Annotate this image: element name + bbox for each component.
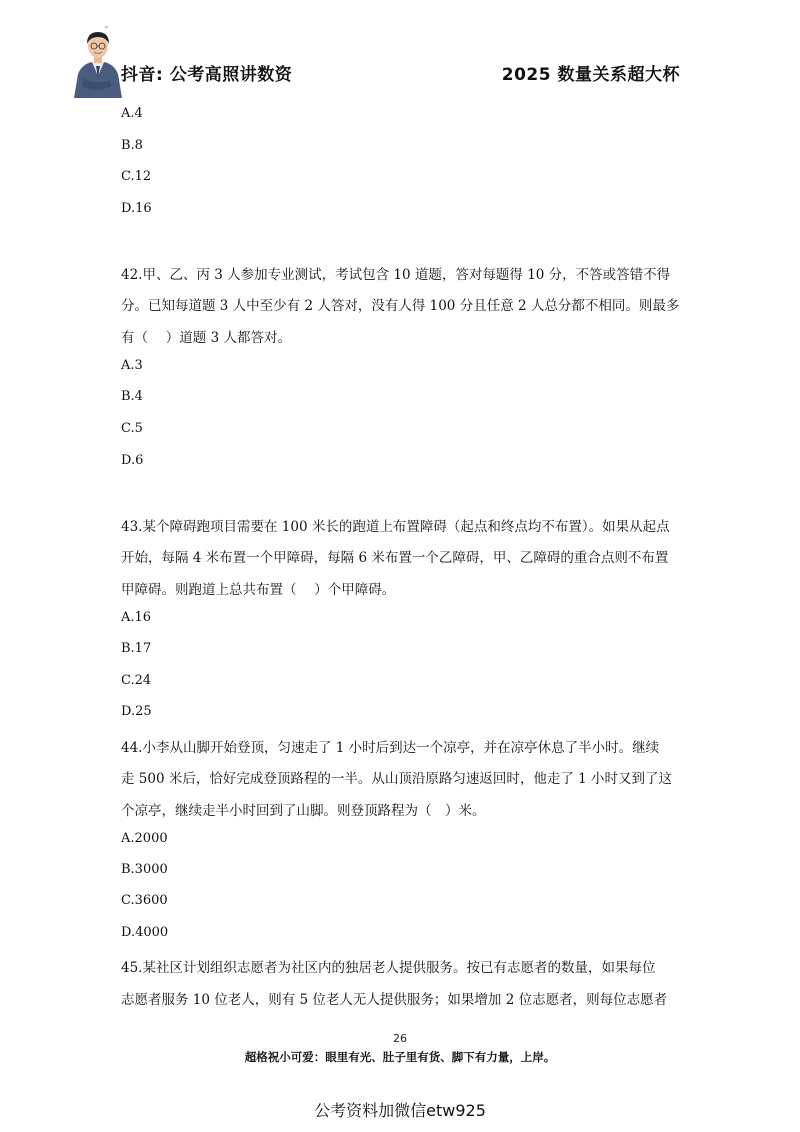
q45-stem-line-2: 志愿者服务 10 位老人，则有 5 位老人无人提供服务；如果增加 2 位志愿者，则每位志愿者 xyxy=(121,992,668,1008)
page-header xyxy=(0,0,800,100)
q43-stem-line-1: 43.某个障碍跑项目需要在 100 米长的跑道上布置障碍（起点和终点均不布置）。如果从起点 xyxy=(121,519,670,535)
q43-option-c: C.24 xyxy=(121,673,152,688)
q43-stem-line-2: 开始，每隔 4 米布置一个甲障碍，每隔 6 米布置一个乙障碍，甲、乙障碍的重合点则不布置 xyxy=(121,550,669,566)
q42-stem-line-3: 有（ ）道题 3 人都答对。 xyxy=(121,330,291,346)
header-right-title: 2025 数量关系超大杯 xyxy=(501,65,680,85)
q41-option-d: D.16 xyxy=(121,201,152,216)
q43-option-a: A.16 xyxy=(121,610,152,625)
q43-option-d: D.25 xyxy=(121,704,152,719)
q43-option-b: B.17 xyxy=(121,641,152,656)
contact-watermark: 公考资料加微信etw925 xyxy=(314,1101,486,1120)
q41-option-c: C.12 xyxy=(121,169,152,184)
q43-stem-line-3: 甲障碍。则跑道上总共布置（ ）个甲障碍。 xyxy=(121,582,396,598)
header-left-title: 抖音: 公考高照讲数资 xyxy=(121,65,293,85)
q42-stem-line-2: 分。已知每道题 3 人中至少有 2 人答对，没有人得 100 分且任意 2 人总分都不相同。则最多 xyxy=(121,298,680,314)
q42-stem-line-1: 42.甲、乙、丙 3 人参加专业测试，考试包含 10 道题，答对每题得 10 分，不答或答错不得 xyxy=(121,267,671,283)
trademark-mark: ™ xyxy=(104,26,109,32)
q44-stem-line-2: 走 500 米后，恰好完成登顶路程的一半。从山顶沿原路匀速返回时，他走了 1 小时又到了这 xyxy=(121,771,673,787)
q41-option-a: A.4 xyxy=(121,106,143,121)
q44-option-d: D.4000 xyxy=(121,925,169,940)
q44-option-c: C.3600 xyxy=(121,893,168,908)
q42-option-c: C.5 xyxy=(121,421,143,436)
q42-option-b: B.4 xyxy=(121,389,143,404)
q42-option-a: A.3 xyxy=(121,358,143,373)
footer-slogan: 超格祝小可爱：眼里有光、肚子里有货、脚下有力量，上岸。 xyxy=(244,1050,556,1064)
q45-stem-line-1: 45.某社区计划组织志愿者为社区内的独居老人提供服务。按已有志愿者的数量，如果每位 xyxy=(121,960,656,976)
q42-option-d: D.6 xyxy=(121,453,144,468)
q44-option-b: B.3000 xyxy=(121,862,168,877)
page-number: 26 xyxy=(393,1032,407,1045)
presenter-photo xyxy=(70,26,126,98)
q44-stem-line-3: 个凉亭，继续走半小时回到了山脚。则登顶路程为（ ）米。 xyxy=(121,803,486,819)
q44-option-a: A.2000 xyxy=(121,831,168,846)
q44-stem-line-1: 44.小李从山脚开始登顶，匀速走了 1 小时后到达一个凉亭，并在凉亭休息了半小时。继续 xyxy=(121,740,660,756)
q41-option-b: B.8 xyxy=(121,138,143,153)
